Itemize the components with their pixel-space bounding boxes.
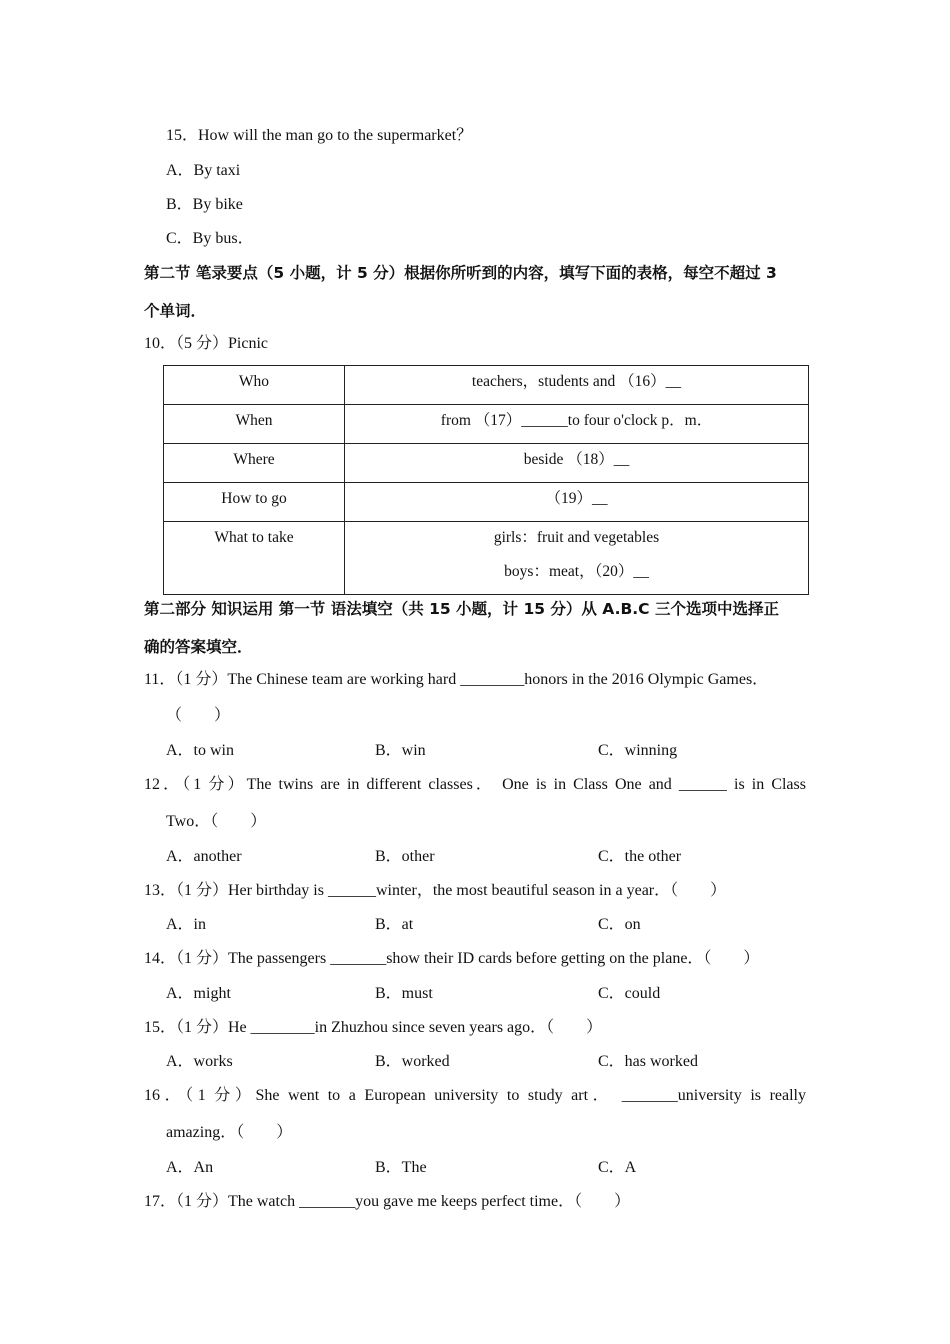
option-a: A．another: [166, 848, 242, 865]
question-16: 16．（1 分）She went to a European university to study art． _______university is really: [144, 1087, 806, 1104]
option-c: C．on: [598, 916, 641, 933]
option-a: A．An: [166, 1159, 214, 1176]
row-label: How to go: [221, 490, 287, 507]
question-16-cont: amazing．（ ）: [166, 1124, 293, 1141]
table-row: [164, 483, 809, 522]
row-label: What to take: [214, 529, 294, 546]
option-a: A．to win: [166, 742, 235, 759]
row-value: beside （18）__: [523, 451, 630, 468]
picnic-table: [163, 365, 809, 595]
question-14: 14．（1 分）The passengers _______show their ID cards before getting on the plane．（ ）: [144, 950, 760, 967]
table-row: [164, 444, 809, 483]
option-b: B．other: [375, 848, 435, 865]
option-c: C．A: [598, 1159, 637, 1176]
part-heading-cont: 确的答案填空．: [144, 638, 253, 656]
question-11: 11．（1 分）The Chinese team are working hard ________honors in the 2016 Olympic Games．: [144, 671, 769, 688]
option-c: C．could: [598, 985, 661, 1002]
row-label: When: [235, 412, 273, 429]
listening-question-15: 15．How will the man go to the supermarket？: [166, 127, 473, 144]
option-c: C．the other: [598, 848, 682, 865]
option-b: B．must: [375, 985, 433, 1002]
row-label: Who: [238, 373, 270, 390]
item-title: 10．（5 分）Picnic: [144, 335, 268, 352]
question-15: 15．（1 分）He ________in Zhuzhou since seven years ago．（ ）: [144, 1019, 603, 1036]
option-c: C．winning: [598, 742, 678, 759]
table-row: [164, 366, 809, 405]
section-heading: 第二节 笔录要点（5 小题，计 5 分）根据你所听到的内容，填写下面的表格，每空不超过 3: [144, 264, 777, 282]
table-row: [164, 522, 809, 595]
row-value-2: boys：meat，（20）__: [504, 563, 649, 580]
option-b: B．at: [375, 916, 414, 933]
option-c: C．has worked: [598, 1053, 698, 1070]
question-17: 17．（1 分）The watch _______you gave me keeps perfect time．（ ）: [144, 1193, 631, 1210]
row-value: from （17）______to four o'clock p．m．: [440, 412, 713, 429]
row-value: （19）__: [545, 490, 608, 507]
row-value: teachers，students and （16）__: [471, 373, 682, 390]
question-13: 13．（1 分）Her birthday is ______winter，the most beautiful season in a year．（ ）: [144, 882, 727, 899]
option-b: B．The: [375, 1159, 427, 1176]
question-12-cont: Two．（ ）: [166, 813, 267, 830]
option-a: A．By taxi: [166, 162, 241, 179]
table-row: [164, 405, 809, 444]
option-b: B．By bike: [166, 196, 243, 213]
option-c: C．By bus．: [166, 230, 254, 247]
row-label: Where: [233, 451, 275, 468]
option-b: B．win: [375, 742, 426, 759]
question-12: 12．（1 分）The twins are in different classes． One is in Class One and ______ is in Class: [144, 776, 806, 793]
option-a: A．might: [166, 985, 231, 1002]
row-value: girls：fruit and vegetables: [493, 529, 660, 546]
option-a: A．in: [166, 916, 207, 933]
question-11-cont: （ ）: [166, 707, 231, 724]
option-b: B．worked: [375, 1053, 450, 1070]
section-heading-cont: 个单词．: [144, 302, 207, 320]
part-heading: 第二部分 知识运用 第一节 语法填空（共 15 小题，计 15 分）从 A.B.C 三个选项中选择正: [144, 600, 779, 618]
option-a: A．works: [166, 1053, 233, 1070]
